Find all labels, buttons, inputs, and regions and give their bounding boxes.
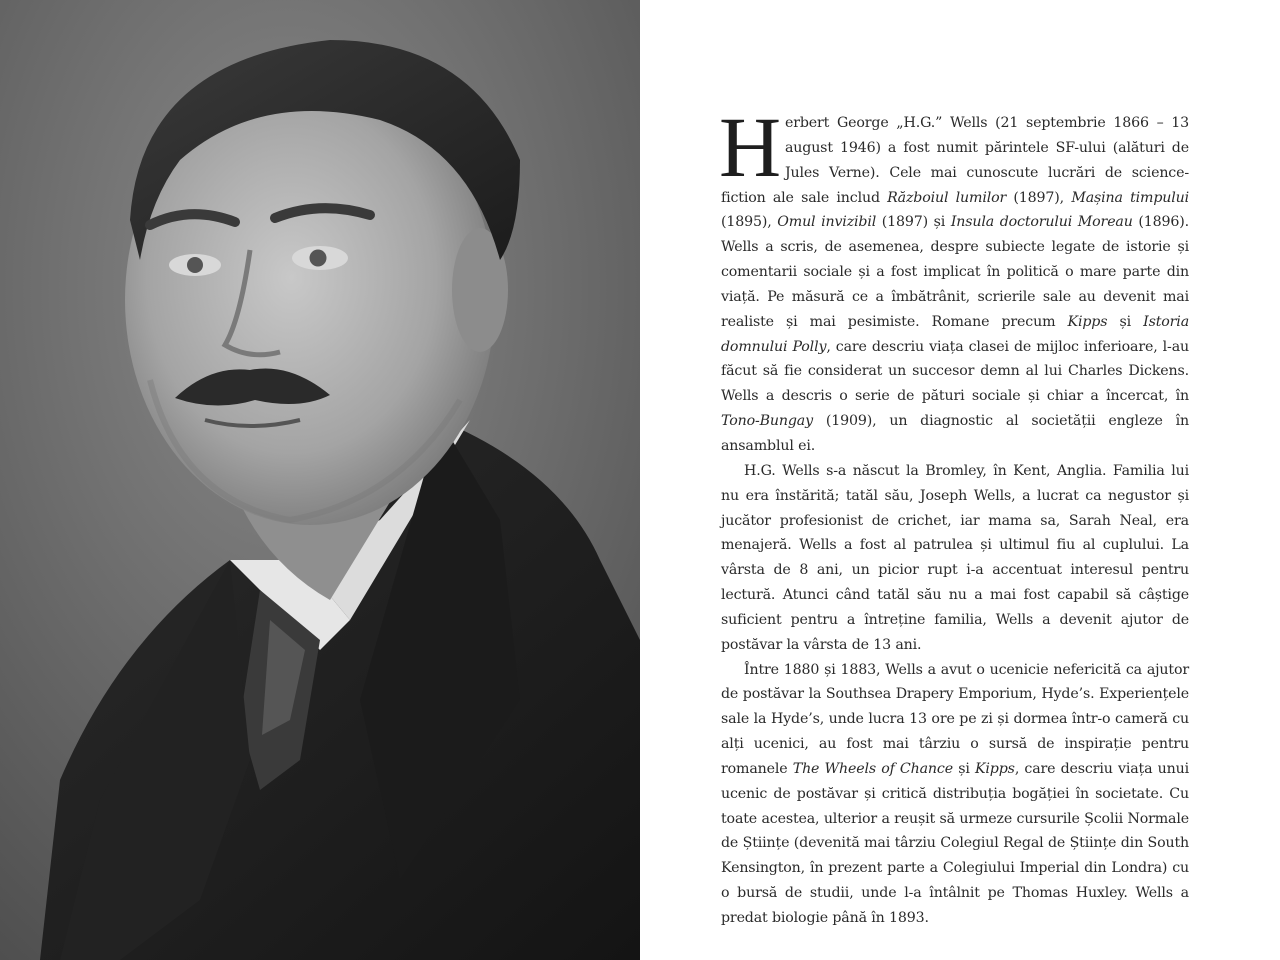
italic-title: Kipps — [974, 760, 1015, 777]
text-run: și — [1107, 313, 1144, 330]
text-run: (1909), un diagnostic al societății engleze în ansamblul ei. — [721, 413, 1189, 454]
text-run: erbert George „H.G.” Wells (21 septembrie 1866 – 13 august 1946) a fost numit părintele SF-ului (alături de Jules Verne). Cele mai cunoscute lucrări de science-fiction ale sale includ — [721, 115, 1189, 206]
paragraph-2 — [721, 459, 1189, 658]
italic-title: Omul invizibil — [777, 214, 877, 231]
text-run: (1896). Wells a scris, de asemenea, despre subiecte legate de istorie și comentarii sociale și a fost implicat în politică o mare parte din viață. Pe măsură ce a îmbătrânit, scrierile sale au devenit mai realiste și mai pesimiste. Romane precum — [721, 214, 1190, 330]
text-run: (1895), — [721, 214, 778, 231]
italic-title: Insula doctorului Moreau — [950, 214, 1133, 231]
text-run: H.G. Wells s-a născut la Bromley, în Kent, Anglia. Familia lui nu era înstărită; tatăl său, Joseph Wells, a lucrat ca negustor și jucător profesionist de crichet, iar mama sa, Sarah Neal, era menajeră. Wells a fost al patrulea și ultimul fiu al cuplului. La vârsta de 8 ani, un picior rupt i-a accentuat interesul pentru lectură. Atunci când tatăl său nu a mai fost capabil să câștige suficient pentru a întreține familia, Wells a devenit ajutor de postăvar la vârsta de 13 ani. — [721, 462, 1189, 653]
italic-title: Războiul lumilor — [887, 189, 1007, 206]
text-run: , care descriu viața unui ucenic de postăvar și critică distribuția bogăției în societate. Cu toate acestea, ulterior a reușit să urmeze cursurile Școlii Normale de Științe (devenită mai târziu Colegiul Regal de Științe din South Kensington, în prezent parte a Colegiului Imperial din Londra) cu o bursă de studii, unde l-a întâlnit pe Thomas Huxley. Wells a predat biologie până în 1893. — [721, 760, 1189, 926]
text-run: (1897), — [1006, 189, 1072, 206]
italic-title: The Wheels of Chance — [792, 760, 953, 777]
text-run: (1897) și — [876, 214, 951, 231]
paragraph-1 — [719, 99, 1190, 459]
text-run: , care descriu viața clasei de mijloc inferioare, l-au făcut să fie considerat un succesor demn al lui Charles Dickens. Wells a descris o serie de pături sociale și chiar a încercat, în — [721, 338, 1189, 405]
text-run: și — [952, 760, 975, 777]
dropcap-letter: H — [719, 99, 781, 195]
italic-title: Tono-Bungay — [721, 413, 813, 430]
italic-title: Kipps — [1067, 313, 1108, 330]
text-run: Între 1880 și 1883, Wells a avut o ucenicie nefericită ca ajutor de postăvar la Southsea Drapery Emporium, Hyde’s. Experiențele sale la Hyde’s, unde lucra 13 ore pe zi și dormea într-o cameră cu alți ucenici, au fost mai târziu o sursă de inspirație pentru romanele — [721, 661, 1189, 777]
paragraph-3 — [721, 658, 1189, 931]
paragraph-1-content — [719, 99, 1190, 454]
italic-title: Istoria domnului Polly — [721, 313, 1189, 355]
italic-title: Mașina timpului — [1071, 189, 1189, 206]
text-page — [640, 0, 1280, 960]
biography-text — [719, 99, 1190, 931]
